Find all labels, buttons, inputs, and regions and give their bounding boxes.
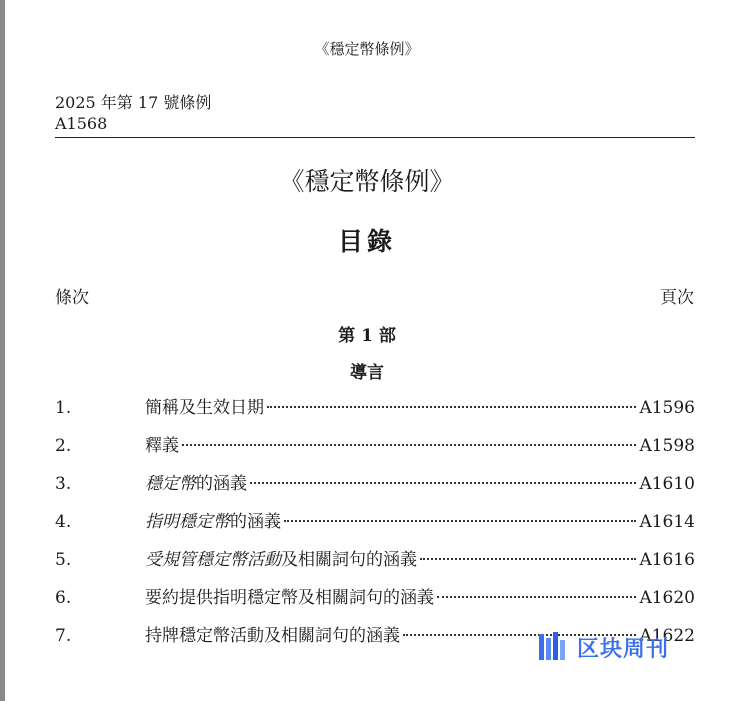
dot-leader	[182, 444, 636, 446]
toc-title-segment: 受規管穩定幣活動	[145, 550, 281, 570]
toc-entry-page: A1616	[639, 550, 695, 570]
ordinance-number: 2025 年第 17 號條例	[55, 93, 212, 112]
toc-entry	[55, 471, 695, 497]
toc-entry-title	[145, 395, 264, 421]
part-title: 導言	[350, 363, 384, 383]
page-reference: A1568	[55, 114, 108, 133]
part-number: 第 1 部	[338, 326, 396, 346]
toc-entry-number: 3.	[55, 474, 72, 494]
dot-leader	[284, 520, 636, 522]
toc-title-segment: 要約提供指明穩定幣及相關詞句的涵義	[145, 588, 434, 608]
toc-entry-title	[145, 623, 400, 649]
toc-entry-number: 4.	[55, 512, 72, 532]
header-rule	[55, 137, 695, 138]
toc-entry	[55, 585, 695, 611]
dot-leader	[437, 596, 636, 598]
toc-entry-page: A1620	[639, 588, 695, 608]
toc-entry-page: A1622	[639, 626, 695, 646]
dot-leader	[420, 558, 636, 560]
column-header-page: 頁次	[660, 288, 694, 308]
toc-title-segment: 的涵義	[230, 512, 281, 532]
toc-entry-number: 2.	[55, 436, 72, 456]
toc-title-segment: 簡稱及生效日期	[145, 398, 264, 418]
toc-title-segment: 釋義	[145, 436, 179, 456]
toc-entry-number: 7.	[55, 626, 72, 646]
toc-entry-page: A1610	[639, 474, 695, 494]
toc-title-segment: 指明穩定幣	[145, 512, 230, 532]
toc-entry-number: 1.	[55, 398, 72, 418]
toc-title-segment: 及相關詞句的涵義	[281, 550, 417, 570]
toc-title-segment: 穩定幣	[145, 474, 196, 494]
toc-entry-page: A1614	[639, 512, 695, 532]
dot-leader	[267, 406, 636, 408]
running-header: 《穩定幣條例》	[314, 40, 420, 58]
toc-entry-title	[145, 509, 281, 535]
ordinance-title: 《穩定幣條例》	[279, 167, 455, 196]
toc-entry-page: A1596	[639, 398, 695, 418]
contents-title: 目錄	[337, 227, 396, 256]
watermark-text: 区块周刊	[577, 636, 670, 662]
toc-entry-title	[145, 471, 247, 497]
toc-entry-title	[145, 547, 417, 573]
toc-entry-number: 5.	[55, 550, 72, 570]
watermark	[537, 630, 669, 664]
dot-leader	[250, 482, 636, 484]
toc-entry-title	[145, 585, 434, 611]
toc-entry-number: 6.	[55, 588, 72, 608]
toc-entry	[55, 433, 695, 459]
toc-entry	[55, 547, 695, 573]
toc-title-segment: 的涵義	[196, 474, 247, 494]
blockchain-logo-icon	[537, 630, 571, 664]
toc-entry	[55, 509, 695, 535]
column-header-section: 條次	[55, 288, 89, 308]
toc-entry	[55, 395, 695, 421]
toc-title-segment: 持牌穩定幣活動及相關詞句的涵義	[145, 626, 400, 646]
toc-entry-title	[145, 433, 179, 459]
toc-entry-page: A1598	[639, 436, 695, 456]
